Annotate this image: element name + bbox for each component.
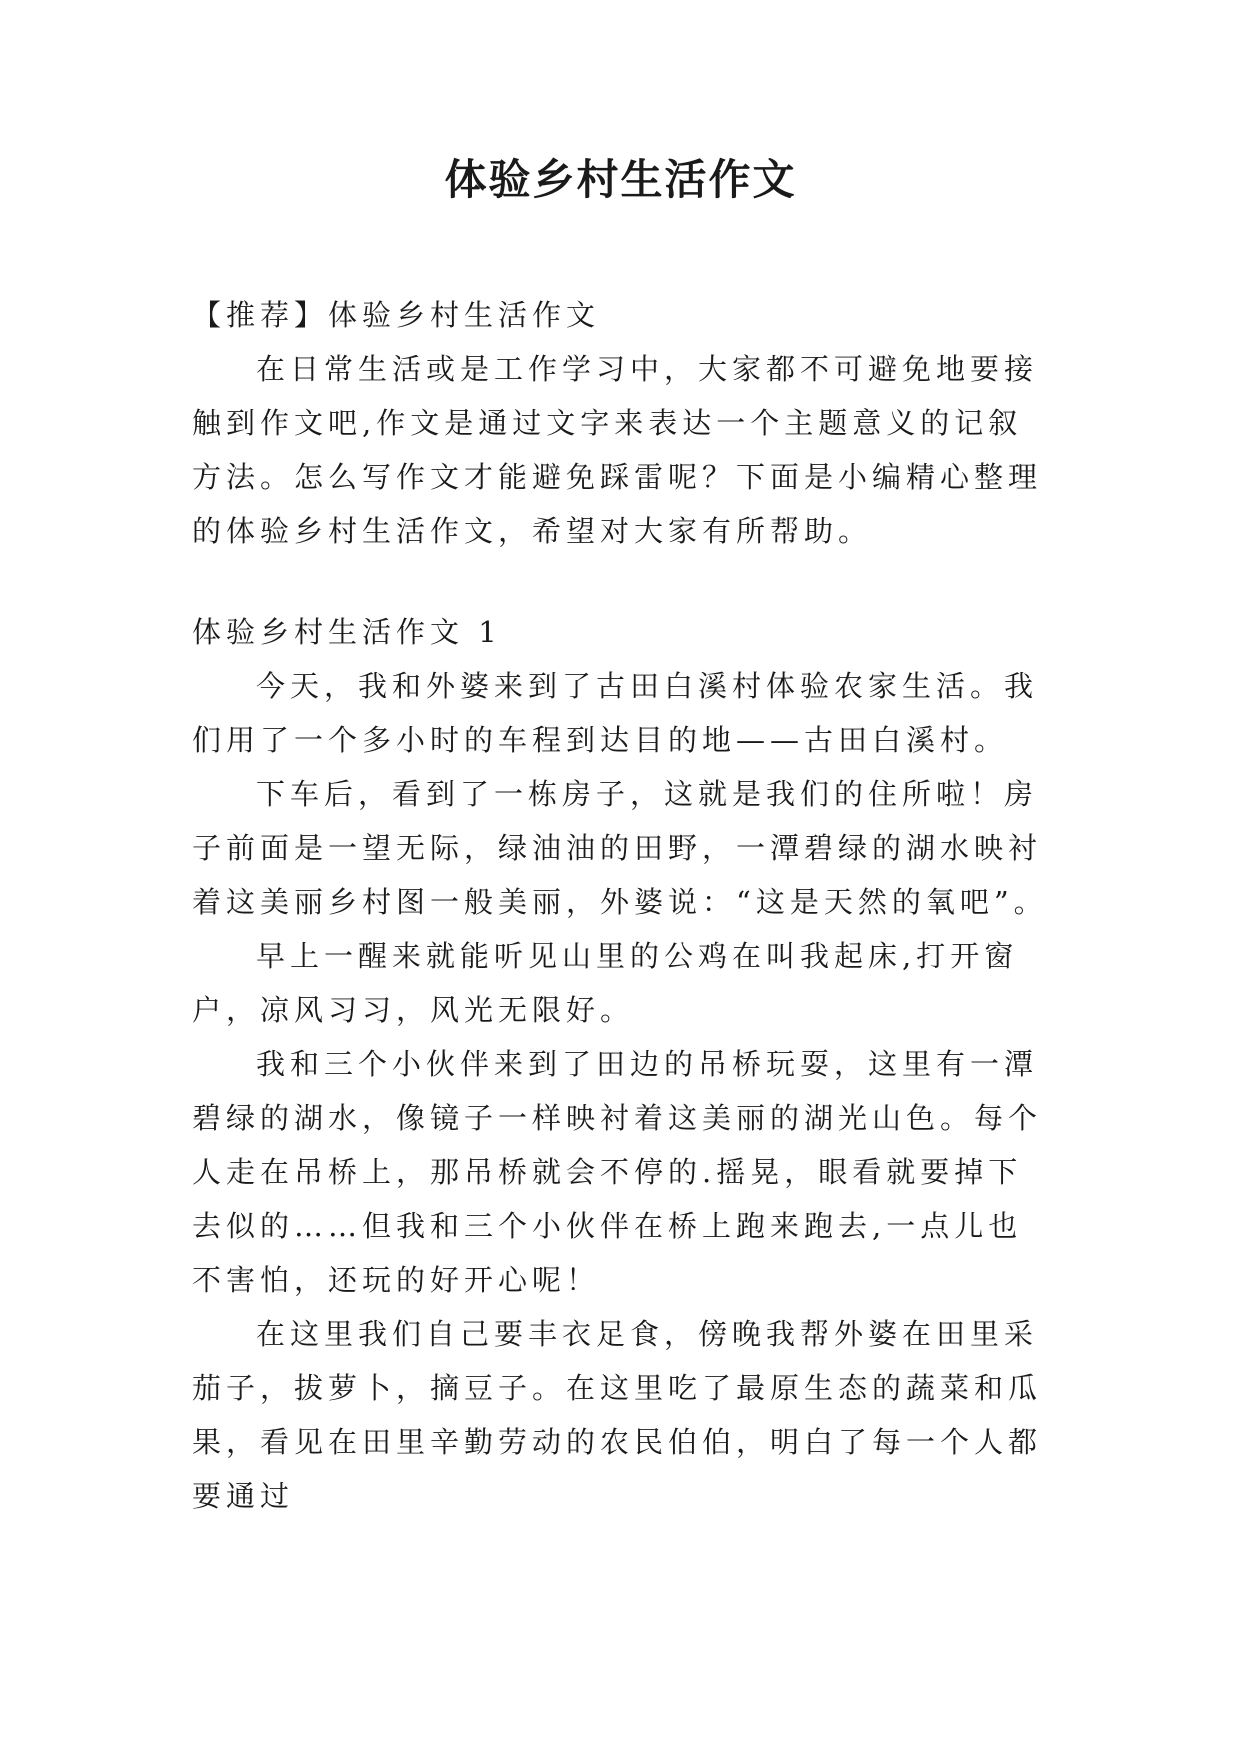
intro-paragraph: 在日常生活或是工作学习中，大家都不可避免地要接触到作文吧,作文是通过文字来表达一个主题意义的记叙方法。怎么写作文才能避免踩雷呢？下面是小编精心整理的体验乡村生活作文，希望对大家有所帮助。 xyxy=(192,352,1043,548)
section-spacer xyxy=(192,558,1054,605)
section-heading: 体验乡村生活作文 1 xyxy=(192,615,502,649)
subtitle: 【推荐】体验乡村生活作文 xyxy=(192,298,601,332)
body-paragraph: 我和三个小伙伴来到了田边的吊桥玩耍，这里有一潭碧绿的湖水，像镜子一样映衬着这美丽的湖光山色。每个人走在吊桥上，那吊桥就会不停的.摇晃，眼看就要掉下去似的……但我和三个小伙伴在桥上跑来跑去,一点儿也不害怕，还玩的好开心呢！ xyxy=(192,1047,1043,1297)
body-paragraph: 今天，我和外婆来到了古田白溪村体验农家生活。我们用了一个多小时的车程到达目的地——古田白溪村。 xyxy=(192,669,1039,757)
body-paragraph: 在这里我们自己要丰衣足食，傍晚我帮外婆在田里采茄子，拔萝卜，摘豆子。在这里吃了最原生态的蔬菜和瓜果，看见在田里辛勤劳动的农民伯伯，明白了每一个人都要通过 xyxy=(192,1317,1043,1513)
body-paragraph: 早上一醒来就能听见山里的公鸡在叫我起床,打开窗户，凉风习习，风光无限好。 xyxy=(192,939,1019,1027)
body-paragraph: 下车后，看到了一栋房子，这就是我们的住所啦！房子前面是一望无际，绿油油的田野，一潭碧绿的湖水映衬着这美丽乡村图一般美丽，外婆说：“这是天然的氧吧”。 xyxy=(192,777,1048,919)
page-title: 体验乡村生活作文 xyxy=(444,155,797,204)
document-body xyxy=(192,288,1054,1523)
